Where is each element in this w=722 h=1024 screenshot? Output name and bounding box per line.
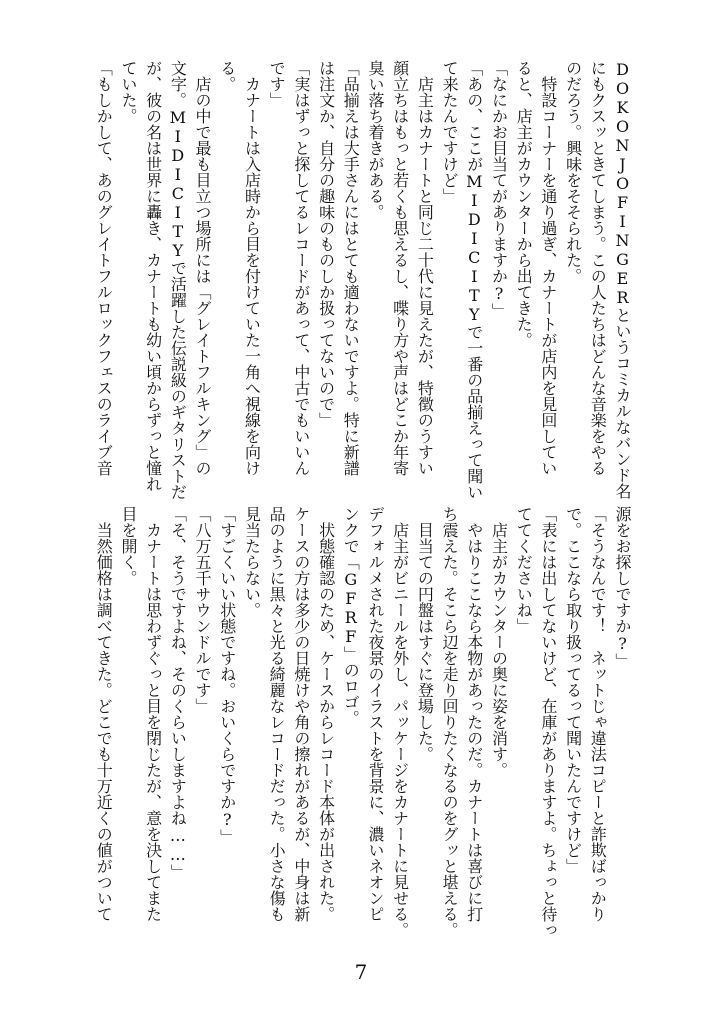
text-column: ると、店主がカウンターから出てきた。: [514, 60, 534, 348]
text-column: 「八万五千サウンドルです」: [193, 506, 213, 714]
text-column: 目当ての円盤はすぐに登場した。: [415, 506, 435, 762]
text-block-top: [86, 60, 634, 500]
text-column: は注文か、自分の趣味のものしか扱ってないので」: [316, 60, 336, 428]
text-column: 店主はカナートと同じ二十代に見えたが、特徴のうすい: [415, 60, 435, 476]
text-column: カナートは思わずぐっと目を閉じたが、意を決してまた: [143, 506, 163, 922]
text-column: 「実はずっと探してるレコードがあって、中古でもいいん: [291, 60, 311, 476]
text-column: 目を開く。: [118, 506, 138, 586]
text-column: 顔立ちはもっと若くも思えるし、喋り方や声はどこか年寄: [390, 60, 410, 476]
text-column: 見当たらない。: [242, 506, 262, 618]
text-column: 臭い落ち着きがある。: [365, 60, 385, 220]
text-column: 「なにかお目当てがありますか?」: [489, 60, 509, 319]
text-column: ていた。: [118, 60, 138, 124]
text-column: て来たんですけど」: [440, 60, 460, 204]
text-column: で。ここなら取り扱ってるって聞いたんですけど」: [563, 506, 583, 874]
text-column: です」: [267, 60, 287, 108]
text-column: 「すごくいい状態ですね。おいくらですか?」: [217, 506, 237, 845]
text-column: 当然価格は調べてきた。どこでも十万近くの値がついて: [94, 506, 114, 922]
text-column: が、彼の名は世界に轟き、カナートも幼い頃からずっと憧れ: [143, 60, 163, 492]
text-column: のだろう。興味をそそられた。: [563, 60, 583, 284]
text-column: 「そうなんです！ ネットじゃ違法コピーと詐欺ばっかり: [588, 506, 608, 922]
text-column: 「あの、ここがMIDICITYで一番の品揃えって聞い: [464, 60, 484, 500]
text-column: 特設コーナーを通り過ぎ、カナートが店内を見回してい: [538, 60, 558, 476]
text-column: にもクスッときてしまう。この人たちはどんな音楽をやる: [588, 60, 608, 476]
text-column: 「表には出してないけど、在庫がありますよ。ちょっと待っ: [538, 506, 558, 938]
text-column: ててくださいね」: [514, 506, 534, 634]
text-column: 品のように黒々と光る綺麗なレコードだった。小さな傷も: [267, 506, 287, 922]
text-column: デフォルメされた夜景のイラストを背景に、濃いネオンピ: [365, 506, 385, 922]
text-column: 店の中で最も目立つ場所には「グレイトフルキング」の: [193, 60, 213, 476]
text-column: 源をお探しですか?」: [613, 506, 632, 669]
text-column: 「そ、そうですよね、そのくらいしますよね……」: [168, 506, 188, 880]
text-column: 店主がビニールを外し、パッケージをカナートに見せる。: [390, 506, 410, 938]
text-column: やはりここなら本物があったのだ。カナートは喜びに打: [464, 506, 484, 922]
text-column: ケースの方は多少の日焼けや角の擦れがあるが、中身は新: [291, 506, 311, 922]
text-block-bottom: [86, 506, 634, 948]
text-column: 状態確認のため、ケースからレコード本体が出された。: [316, 506, 336, 922]
text-column: 店主がカウンターの奥に姿を消す。: [489, 506, 509, 778]
text-column: る。: [217, 60, 237, 92]
text-column: 「品揃えは大手さんにはとても適わないですよ。特に新譜: [341, 60, 361, 476]
text-column: DOKONJOFINGERというコミカルなバンド名: [613, 60, 632, 499]
text-column: カナートは入店時から目を付けていた一角へ視線を向け: [242, 60, 262, 476]
text-column: ち震えた。そこら辺を走り回りたくなるのをグッと堪える。: [440, 506, 460, 938]
text-column: 「もしかして、あのグレイトフルロックフェスのライブ音: [94, 60, 114, 476]
page-number: 7: [354, 960, 368, 984]
text-column: 文字。MIDICITYで活躍した伝説級のギタリストだ: [168, 60, 188, 500]
text-column: ンクで「GFRF」のロゴ。: [341, 506, 361, 726]
